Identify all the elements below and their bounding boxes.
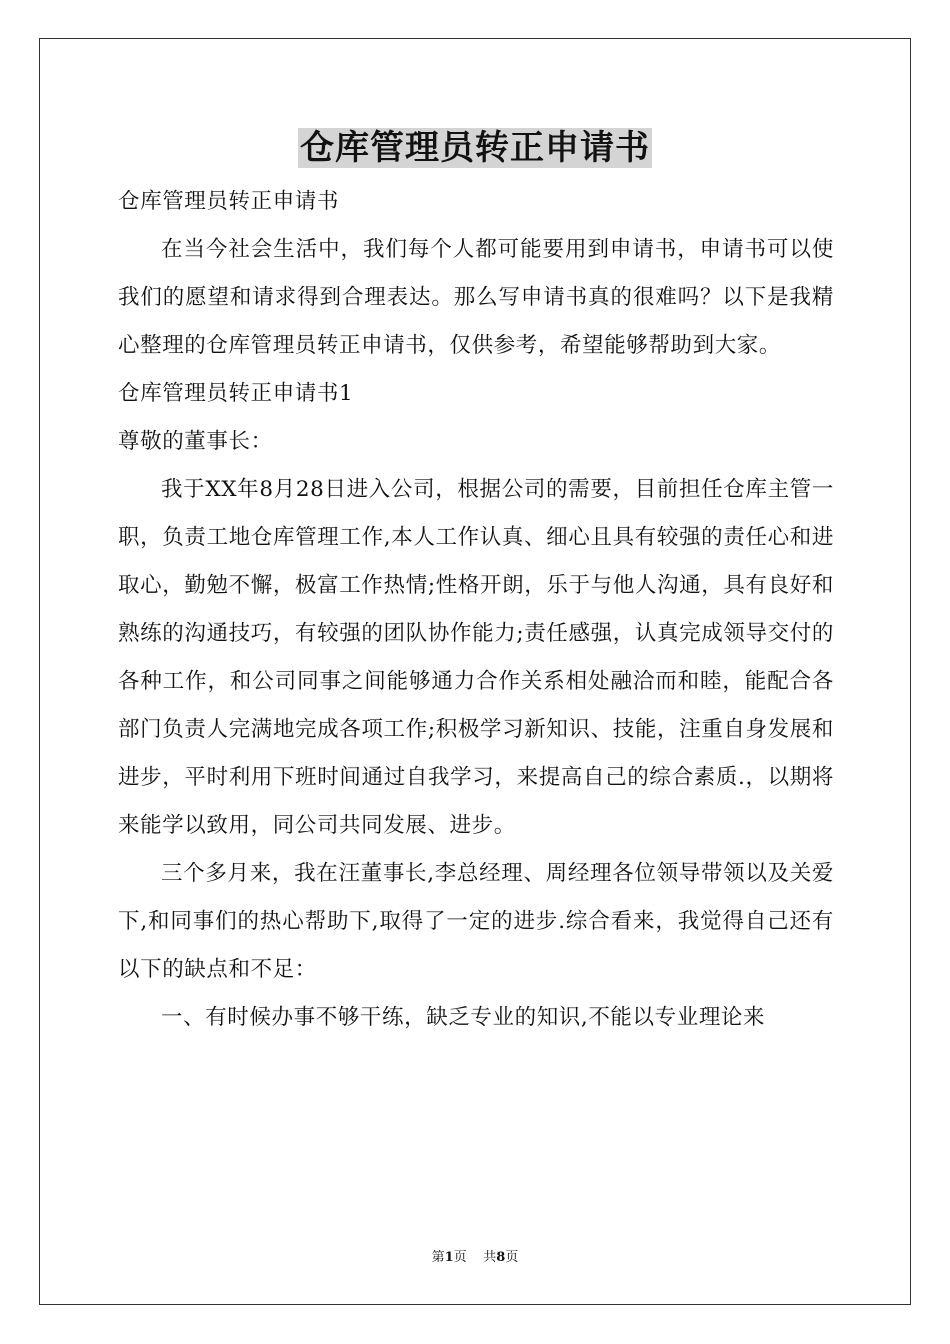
body-paragraph: 在当今社会生活中，我们每个人都可能要用到申请书，申请书可以使我们的愿望和请求得到合理表达。那么写申请书真的很难吗？以下是我精心整理的仓库管理员转正申请书，仅供参考，希望能够帮助到大家。 bbox=[118, 237, 834, 358]
body-paragraph: 仓库管理员转正申请书 bbox=[118, 189, 340, 214]
page-total-unit: 页 bbox=[505, 1250, 519, 1265]
document-body bbox=[118, 178, 834, 1042]
body-paragraph: 尊敬的董事长： bbox=[118, 429, 273, 454]
body-paragraph: 一、有时候办事不够干练，缺乏专业的知识,不能以专业理论来 bbox=[161, 1005, 766, 1030]
document-title-text: 仓库管理员转正申请书 bbox=[300, 128, 650, 168]
body-paragraph: 我于XX年8月28日进入公司，根据公司的需要，目前担任仓库主管一职，负责工地仓库管理工作,本人工作认真、细心且具有较强的责任心和进取心，勤勉不懈，极富工作热情;性格开朗，乐于与他人沟通，具有良好和熟练的沟通技巧，有较强的团队协作能力;责任感强，认真完成领导交付的各种工作，和公司同事之间能够通力合作关系相处融洽而和睦，能配合各部门负责人完满地完成各项工作;积极学习新知识、技能，注重自身发展和进步，平时利用下班时间通过自我学习，来提高自己的综合素质.，以期将来能学以致用，同公司共同发展、进步。 bbox=[118, 477, 834, 838]
page-number-unit: 页 bbox=[453, 1250, 467, 1265]
document-title bbox=[0, 126, 950, 170]
page-total-prefix: 共 bbox=[483, 1250, 497, 1265]
body-paragraph: 仓库管理员转正申请书1 bbox=[118, 381, 354, 406]
page-footer bbox=[0, 1246, 950, 1265]
page-number-current: 1 bbox=[444, 1250, 454, 1265]
page-total-count: 8 bbox=[496, 1250, 506, 1265]
body-paragraph: 三个多月来，我在汪董事长,李总经理、周经理各位领导带领以及关爱下,和同事们的热心帮助下,取得了一定的进步.综合看来，我觉得自己还有以下的缺点和不足： bbox=[118, 861, 834, 982]
page-number-prefix: 第 bbox=[431, 1250, 445, 1265]
